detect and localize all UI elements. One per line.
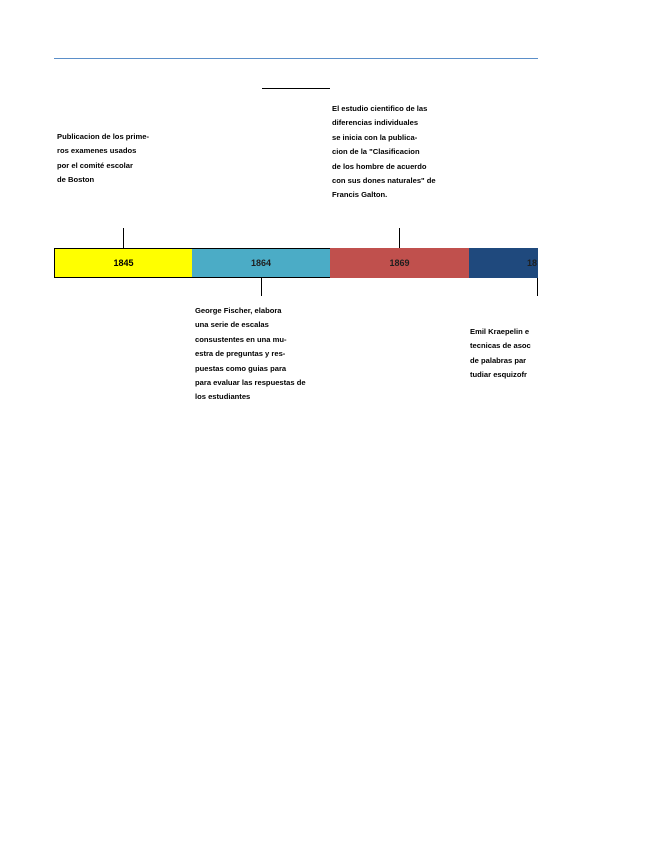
connector-1864 xyxy=(261,278,262,296)
timeline-period-1864 xyxy=(192,248,331,278)
period-year-label: 18 xyxy=(527,258,538,268)
timeline-period-1845 xyxy=(54,248,193,278)
connector-18 xyxy=(537,278,538,296)
event-note-18: Emil Kraepelin e tecnicas de asoc de palabras par tudiar esquizofr xyxy=(470,327,531,380)
timeline-period-1869 xyxy=(330,248,469,278)
period-year-label: 1864 xyxy=(250,258,272,268)
connector-1845 xyxy=(123,228,124,248)
timeline-period-18 xyxy=(469,248,538,278)
period-year-label: 1845 xyxy=(113,258,134,268)
event-note-1845: Publicacion de los prime- ros examenes usados por el comité escolar de Boston xyxy=(57,132,149,185)
event-note-1864: George Fischer, elabora una serie de escalas consustentes en una mu- estra de preguntas y res- puestas como guias para para evaluar las respuestas de los estudiantes xyxy=(195,306,306,402)
period-year-label: 1869 xyxy=(389,258,410,268)
event-note-1869: El estudio cientifico de las diferencias individuales se inicia con la publica- cion de la "Clasificacion de los hombre de acuerdo con sus dones naturales" de Francis Galton. xyxy=(332,104,436,200)
connector-1869 xyxy=(399,228,400,248)
